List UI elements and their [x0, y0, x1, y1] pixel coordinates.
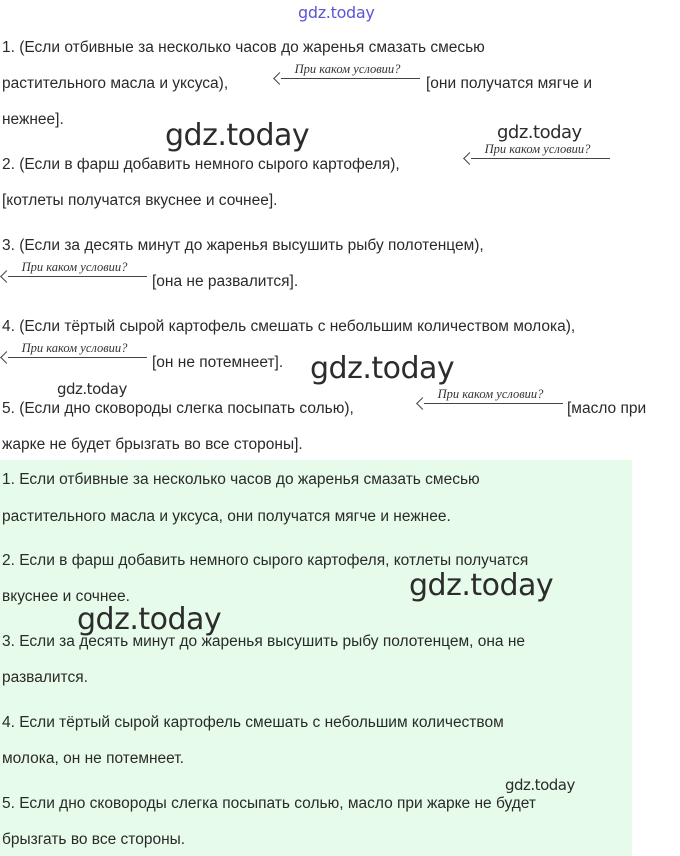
- exercise-line-3a: 3. (Если за десять минут до жаренья высушить рыбу полотенцем),: [2, 237, 484, 254]
- exercise-line-2b: [котлеты получатся вкуснее и сочнее].: [2, 192, 278, 209]
- exercise-line-3b: [она не развалится].: [152, 273, 299, 290]
- exercise-line-5a: 5. (Если дно сковороды слегка посыпать солью),: [2, 400, 354, 417]
- answer-line-3b: развалится.: [2, 669, 88, 686]
- watermark: gdz.today: [505, 776, 575, 794]
- condition-arrow-1: [275, 64, 420, 86]
- watermark: gdz.today: [165, 118, 310, 153]
- exercise-line-1b-main: [они получатся мягче и: [426, 75, 593, 92]
- exercise-line-1a: 1. (Если отбивные за несколько часов до жаренья смазать смесью: [2, 39, 485, 56]
- answer-line-4b: молока, он не потемнеет.: [2, 750, 184, 767]
- exercise-line-5b: жарке не будет брызгать во все стороны].: [2, 436, 303, 453]
- watermark: gdz.today: [77, 602, 222, 637]
- exercise-line-1b: растительного масла и уксуса),: [2, 75, 229, 92]
- answer-line-1b: растительного масла и уксуса, они получатся мягче и нежнее.: [2, 508, 451, 525]
- exercise-line-4a: 4. (Если тёртый сырой картофель смешать с небольшим количеством молока),: [2, 318, 576, 335]
- answer-line-5a: 5. Если дно сковороды слегка посыпать солью, масло при жарке не будет: [2, 795, 536, 812]
- watermark: gdz.today: [310, 351, 455, 386]
- watermark: gdz.today: [409, 568, 554, 603]
- answer-line-2b: вкуснее и сочнее.: [2, 588, 130, 605]
- answer-line-4a: 4. Если тёртый сырой картофель смешать с небольшим количеством: [2, 714, 504, 731]
- watermark: gdz.today: [497, 122, 582, 143]
- condition-arrow-2: [465, 144, 610, 166]
- exercise-line-5a-main: [масло при: [567, 400, 647, 417]
- condition-question: При каком условии?: [21, 260, 128, 274]
- watermark: gdz.today: [298, 3, 375, 22]
- condition-question: При каком условии?: [294, 62, 401, 76]
- exercise-line-2a: 2. (Если в фарш добавить немного сырого картофеля),: [2, 156, 400, 173]
- answer-line-3a: 3. Если за десять минут до жаренья высушить рыбу полотенцем, она не: [2, 633, 526, 650]
- exercise-line-4b: [он не потемнеет].: [152, 354, 284, 371]
- condition-arrow-3: [2, 262, 147, 284]
- answer-line-5b: брызгать во все стороны.: [2, 831, 186, 848]
- answer-line-1a: 1. Если отбивные за несколько часов до жаренья смазать смесью: [2, 471, 480, 488]
- answer-line-2a: 2. Если в фарш добавить немного сырого картофеля, котлеты получатся: [2, 552, 529, 569]
- condition-question: При каком условии?: [21, 341, 128, 355]
- condition-question: При каком условии?: [484, 142, 591, 156]
- condition-question: При каком условии?: [437, 387, 544, 401]
- condition-arrow-4: [2, 343, 147, 365]
- watermark: gdz.today: [57, 380, 127, 398]
- exercise-line-1c: нежнее].: [2, 111, 64, 128]
- condition-arrow-5: [418, 389, 563, 411]
